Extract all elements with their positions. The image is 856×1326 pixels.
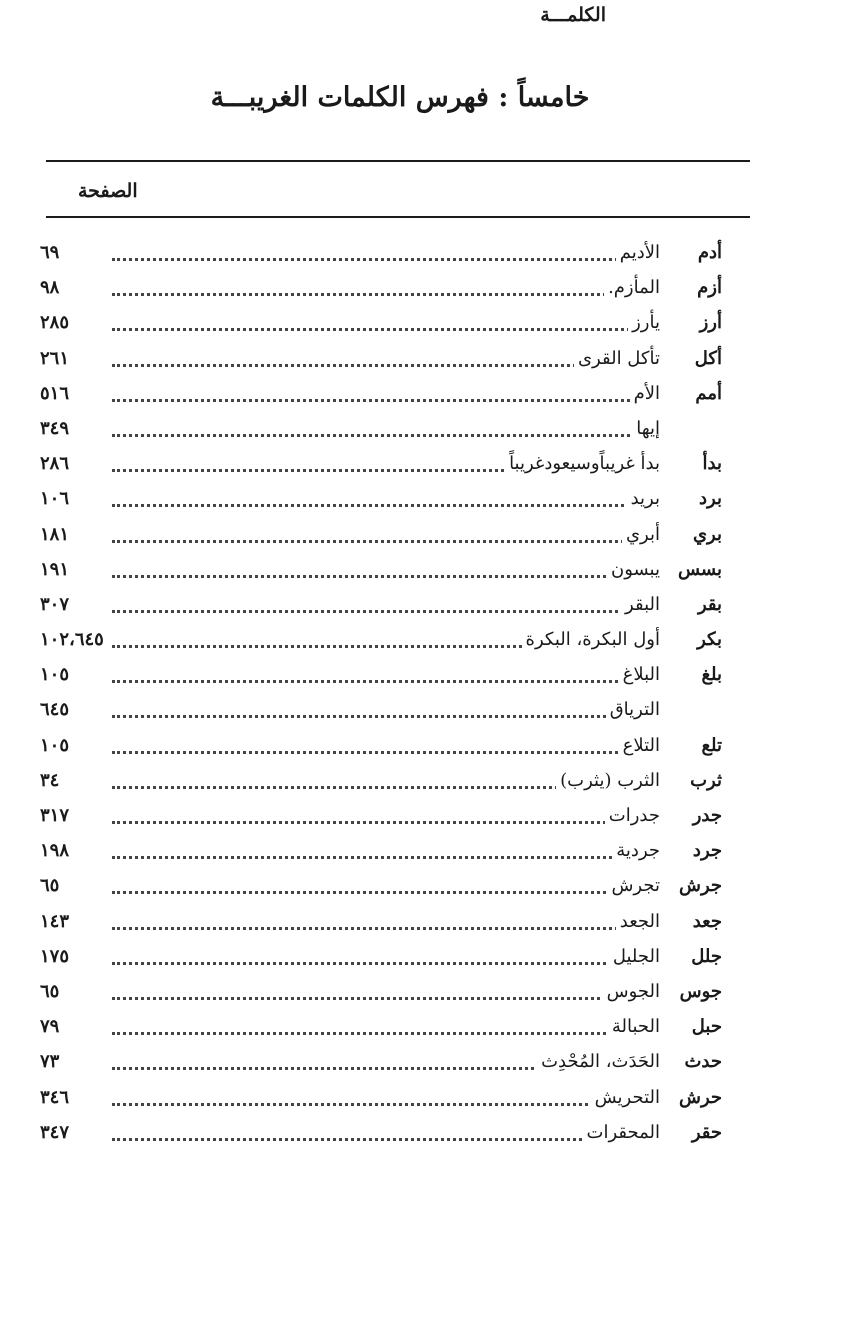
entry-page-number: ١٩١ bbox=[40, 559, 110, 580]
entry-word: الأديم bbox=[616, 242, 660, 263]
dot-leader bbox=[112, 1032, 660, 1035]
entry-root: أدم bbox=[697, 242, 722, 263]
dot-leader bbox=[112, 891, 660, 894]
entry-root: حبل bbox=[691, 1016, 722, 1038]
entry-word: بريد bbox=[627, 488, 660, 509]
entry-word: التحريش bbox=[591, 1087, 660, 1108]
entry-root: برد bbox=[699, 488, 722, 510]
entry-root: أرز bbox=[699, 312, 722, 334]
entry-root: جدر bbox=[692, 805, 722, 826]
dot-leader bbox=[112, 821, 660, 824]
entry-root: بدأ bbox=[702, 453, 722, 475]
entry-root: حدث bbox=[684, 1051, 722, 1073]
index-row bbox=[0, 1012, 856, 1047]
index-row bbox=[0, 836, 856, 871]
entry-word: الترياق bbox=[606, 699, 660, 720]
entry-word: أول البكرة، البكرة bbox=[522, 629, 660, 650]
entry-word: أبري bbox=[622, 524, 660, 545]
entry-page-number: ٧٩ bbox=[40, 1016, 110, 1037]
index-row bbox=[0, 625, 856, 660]
entry-page-number: ٣٤٦ bbox=[40, 1087, 110, 1108]
dot-leader bbox=[112, 434, 660, 437]
entry-page-number: ١٧٥ bbox=[40, 946, 110, 967]
entry-root: جرش bbox=[678, 875, 722, 897]
entry-page-number: ١٠٦ bbox=[40, 488, 110, 509]
index-row bbox=[0, 1047, 856, 1082]
entry-root: أمم bbox=[695, 382, 722, 404]
entry-word: المحقرات bbox=[583, 1122, 661, 1143]
entry-root: حقر bbox=[691, 1121, 722, 1143]
entry-page-number: ١٩٨ bbox=[40, 840, 110, 861]
dot-leader bbox=[112, 399, 660, 402]
dot-leader bbox=[112, 293, 660, 296]
index-row bbox=[0, 344, 856, 379]
entry-root: جوس bbox=[679, 980, 722, 1002]
entry-word: يبسون bbox=[607, 559, 660, 580]
entry-word: جدرات bbox=[605, 805, 660, 826]
entry-page-number: ٦٤٥ bbox=[40, 699, 110, 720]
entry-page-number: ٣١٧ bbox=[40, 805, 110, 826]
entry-page-number: ٢٨٦ bbox=[40, 453, 110, 474]
dot-leader bbox=[112, 328, 660, 331]
entry-page-number: ١٠٥ bbox=[40, 664, 110, 685]
dot-leader bbox=[112, 1103, 660, 1106]
header-bottom-rule bbox=[46, 216, 750, 218]
index-row bbox=[0, 766, 856, 801]
header-top-rule bbox=[46, 160, 750, 162]
dot-leader bbox=[112, 856, 660, 859]
dot-leader bbox=[112, 1138, 660, 1141]
column-header-word: الكلمـــة bbox=[536, 4, 606, 26]
index-row bbox=[0, 590, 856, 625]
page-title: خامساً : فهرس الكلمات الغريبـــة bbox=[210, 82, 590, 113]
entry-page-number: ٥١٦ bbox=[40, 383, 110, 404]
entry-word: بدأ غريباًوسيعودغريباً bbox=[505, 453, 660, 474]
index-row bbox=[0, 555, 856, 590]
index-row bbox=[0, 907, 856, 942]
index-row bbox=[0, 871, 856, 906]
index-row bbox=[0, 273, 856, 308]
entry-word: الأم bbox=[630, 383, 660, 404]
dot-leader bbox=[112, 540, 660, 543]
entry-root: أكل bbox=[694, 347, 722, 369]
index-row bbox=[0, 801, 856, 836]
entry-root: جرد bbox=[692, 840, 722, 862]
entry-word: الجوس bbox=[603, 981, 660, 1002]
entry-page-number: ٦٥ bbox=[40, 875, 110, 896]
entry-page-number: ١٤٣ bbox=[40, 911, 110, 932]
index-entries bbox=[0, 238, 856, 1153]
dot-leader bbox=[112, 680, 660, 683]
index-row bbox=[0, 1083, 856, 1118]
entry-word: البلاغ bbox=[619, 664, 660, 685]
entry-root: ثرب bbox=[690, 769, 722, 791]
entry-word: جردية bbox=[612, 840, 660, 861]
entry-page-number: ٣٤ bbox=[40, 770, 110, 791]
entry-root: بري bbox=[692, 523, 722, 545]
index-row bbox=[0, 238, 856, 273]
entry-word: يأرز bbox=[628, 312, 660, 333]
dot-leader bbox=[112, 575, 660, 578]
entry-root: أزم bbox=[697, 277, 722, 299]
index-row bbox=[0, 379, 856, 414]
index-row bbox=[0, 731, 856, 766]
entry-page-number: ٦٩ bbox=[40, 242, 110, 263]
entry-page-number: ١٠٥ bbox=[40, 735, 110, 756]
entry-page-number: ٩٨ bbox=[40, 277, 110, 298]
dot-leader bbox=[112, 504, 660, 507]
dot-leader bbox=[112, 610, 660, 613]
entry-root: تلع bbox=[701, 734, 722, 756]
entry-root: بقر bbox=[697, 593, 722, 615]
dot-leader bbox=[112, 962, 660, 965]
entry-word: الثرب (يثرب) bbox=[556, 770, 660, 791]
entry-page-number: ٣٤٩ bbox=[40, 418, 110, 439]
entry-root: جعد bbox=[692, 910, 722, 932]
index-row bbox=[0, 1118, 856, 1153]
entry-word: تأكل القرى bbox=[574, 348, 660, 369]
index-row bbox=[0, 695, 856, 730]
entry-root: بسس bbox=[677, 558, 722, 580]
entry-page-number: ٢٨٥ bbox=[40, 312, 110, 333]
entry-word: التلاع bbox=[619, 735, 660, 756]
column-header-page: الصفحة bbox=[78, 180, 138, 202]
entry-page-number: ١٠٢،٦٤٥ bbox=[40, 629, 110, 650]
dot-leader bbox=[112, 715, 660, 718]
dot-leader bbox=[112, 751, 660, 754]
index-row bbox=[0, 484, 856, 519]
entry-word: إيها bbox=[632, 418, 660, 439]
entry-word: الحَدَث، المُحْدِث bbox=[537, 1051, 660, 1072]
entry-page-number: ٦٥ bbox=[40, 981, 110, 1002]
entry-page-number: ٣٠٧ bbox=[40, 594, 110, 615]
entry-root: بكر bbox=[697, 629, 722, 651]
entry-word: المأزم. bbox=[604, 277, 660, 298]
index-row bbox=[0, 449, 856, 484]
entry-word: البقر bbox=[621, 594, 660, 615]
entry-word: الجعد bbox=[616, 911, 660, 932]
entry-word: الحبالة bbox=[608, 1016, 660, 1037]
dot-leader bbox=[112, 997, 660, 1000]
index-row bbox=[0, 660, 856, 695]
index-row bbox=[0, 308, 856, 343]
index-row bbox=[0, 414, 856, 449]
entry-root: جلل bbox=[691, 945, 722, 967]
index-row bbox=[0, 977, 856, 1012]
entry-word: الجليل bbox=[609, 946, 660, 967]
entry-page-number: ٧٣ bbox=[40, 1051, 110, 1072]
entry-page-number: ٣٤٧ bbox=[40, 1122, 110, 1143]
entry-page-number: ٢٦١ bbox=[40, 348, 110, 369]
index-row bbox=[0, 942, 856, 977]
entry-root: بلغ bbox=[701, 664, 722, 686]
dot-leader bbox=[112, 258, 660, 261]
entry-root: حرش bbox=[678, 1086, 722, 1108]
dot-leader bbox=[112, 927, 660, 930]
index-row bbox=[0, 520, 856, 555]
entry-page-number: ١٨١ bbox=[40, 524, 110, 545]
entry-word: تجرش bbox=[607, 875, 660, 896]
